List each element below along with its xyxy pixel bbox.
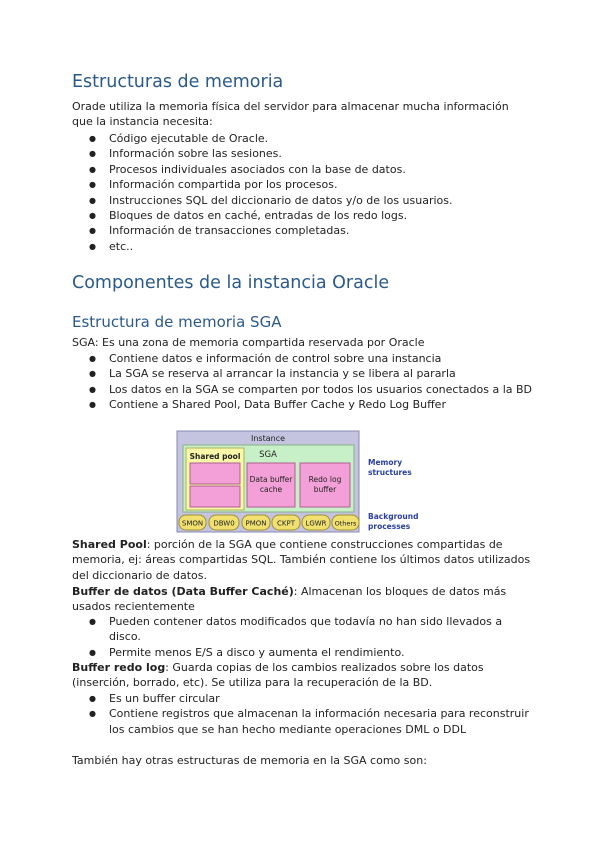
shared-pool-block-top [190, 463, 240, 484]
process-others-label: Others [334, 519, 357, 528]
list-item: ● Contiene registros que almacenan la información necesaria para reconstruir los cambios que se han hecho mediante operaciones DML o DDL [72, 706, 532, 737]
list-item: ● Los datos en la SGA se comparten por todos los usuarios conectados a la BD [72, 382, 532, 397]
sga-diagram [176, 430, 436, 534]
process-lgwr-label: LGWR [305, 519, 327, 528]
memory-list [72, 131, 532, 254]
process-pmon-label: PMON [245, 519, 267, 528]
redo-log-label-2: buffer [313, 485, 337, 494]
shared-pool-paragraph [72, 537, 532, 583]
list-item: ● Instrucciones SQL del diccionario de datos y/o de los usuarios. [72, 193, 532, 208]
list-item: ● Contiene datos e información de control sobre una instancia [72, 351, 532, 366]
list-item: ● Código ejecutable de Oracle. [72, 131, 532, 146]
sga-intro: SGA: Es una zona de memoria compartida reservada por Oracle [72, 336, 425, 349]
intro-paragraph: Orade utiliza la memoria física del servidor para almacenar mucha información que la instancia necesita: [72, 100, 509, 129]
redo-log-term: Buffer redo log [72, 661, 166, 674]
list-item: ● La SGA se reserva al arrancar la instancia y se libera al pararla [72, 366, 532, 381]
data-buffer-term: Buffer de datos (Data Buffer Caché) [72, 585, 294, 598]
list-item: ● Bloques de datos en caché, entradas de los redo logs. [72, 208, 532, 223]
data-buffer-label-2: cache [259, 485, 283, 494]
shared-pool-text: : porción de la SGA que contiene construcciones compartidas de memoria, ej: áreas compartidas SQL. También contiene los últimos datos utilizados del diccionario de datos. [72, 538, 531, 582]
redo-log-list [72, 691, 532, 737]
heading-estructuras-memoria: Estructuras de memoria [72, 72, 284, 92]
heading-componentes-instancia: Componentes de la instancia Oracle [72, 273, 390, 293]
redo-log-paragraph [72, 660, 532, 691]
heading-estructura-sga: Estructura de memoria SGA [72, 313, 282, 331]
redo-log-text: : Guarda copias de los cambios realizados sobre los datos (inserción, borrado, etc). Se utiliza para la recuperación de la BD. [72, 661, 484, 690]
list-item: ● Información sobre las sesiones. [72, 146, 532, 161]
process-ckpt-label: CKPT [277, 519, 295, 528]
data-buffer-paragraph [72, 584, 532, 615]
shared-pool-term: Shared Pool [72, 538, 147, 551]
list-item: ● etc.. [72, 239, 532, 254]
background-processes-label-2: processes [368, 522, 411, 531]
shared-pool-label: Shared pool [189, 452, 241, 461]
sga-label: SGA [259, 450, 277, 460]
list-item: ● Permite menos E/S a disco y aumenta el rendimiento. [72, 645, 532, 660]
redo-log-label-1: Redo log [308, 475, 342, 484]
memory-structures-label-1: Memory [368, 458, 403, 467]
process-dbw0-label: DBW0 [213, 519, 235, 528]
shared-pool-block-bottom [190, 486, 240, 507]
memory-structures-label-2: structures [368, 468, 412, 477]
list-item: ● Contiene a Shared Pool, Data Buffer Cache y Redo Log Buffer [72, 397, 532, 412]
data-buffer-list [72, 614, 532, 660]
data-buffer-text: : Almacenan los bloques de datos más usados recientemente [72, 585, 507, 614]
process-smon-label: SMON [181, 519, 204, 528]
list-item: ● Pueden contener datos modificados que todavía no han sido llevados a disco. [72, 614, 532, 645]
list-item: ● Procesos individuales asociados con la base de datos. [72, 162, 532, 177]
closing-paragraph: También hay otras estructuras de memoria en la SGA como son: [72, 754, 427, 767]
list-item: ● Es un buffer circular [72, 691, 532, 706]
data-buffer-label-1: Data buffer [249, 475, 293, 484]
instance-label: Instance [250, 434, 286, 443]
list-item: ● Información compartida por los procesos. [72, 177, 532, 192]
background-processes-label-1: Background [368, 512, 419, 521]
sga-list [72, 351, 532, 413]
list-item: ● Información de transacciones completadas. [72, 223, 532, 238]
